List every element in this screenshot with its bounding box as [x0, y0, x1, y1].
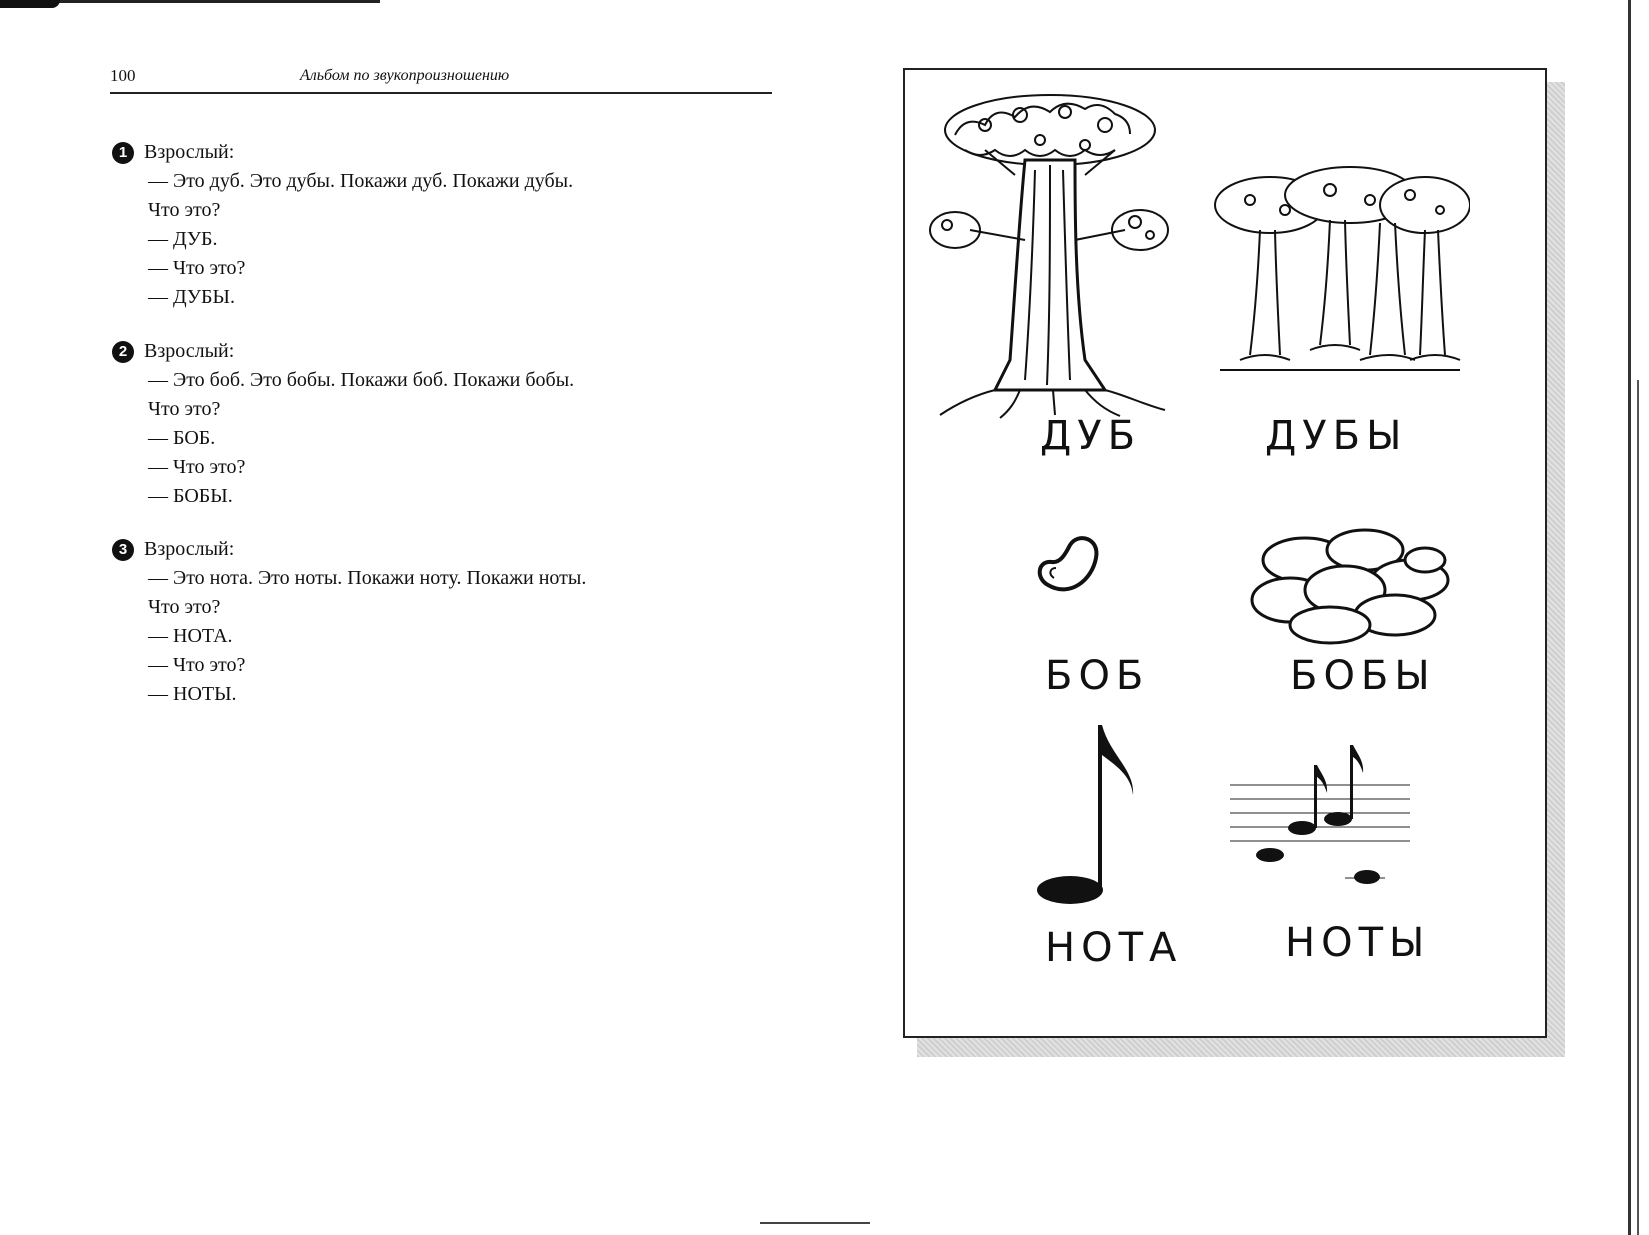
oak-grove-image [1210, 165, 1470, 375]
dialog-line: — ДУБ. [148, 228, 218, 250]
exercise-2 [112, 337, 752, 511]
exercise-1 [112, 138, 752, 312]
book-spine-edge [1628, 0, 1631, 1235]
label-bob: БОБ [1045, 653, 1150, 699]
exercise-heading [112, 138, 752, 167]
oak-tree-image [925, 90, 1175, 420]
scan-edge-mark [0, 0, 60, 8]
page-number: 100 [110, 66, 136, 85]
speaker-label: Взрослый: [144, 340, 235, 362]
exercise-heading [112, 535, 752, 564]
book-title: Альбом по звукопроизношению [300, 67, 510, 84]
label-dub: ДУБ [1040, 413, 1142, 459]
dialog-line: — БОБ. [148, 427, 216, 449]
scan-bottom-mark [760, 1222, 870, 1224]
picture-card [903, 68, 1547, 1038]
exercise-3 [112, 535, 752, 709]
label-noty: НОТЫ [1285, 920, 1431, 966]
label-boby: БОБЫ [1290, 653, 1436, 699]
dialog-line: — НОТА. [148, 625, 233, 647]
exercise-number-badge: 2 [112, 341, 134, 363]
label-nota: НОТА [1045, 925, 1183, 971]
beans-pile-image [1245, 520, 1455, 650]
book-spine-edge-inner [1637, 380, 1639, 1235]
page-header [110, 66, 772, 94]
label-duby: ДУБЫ [1265, 413, 1408, 459]
dialog-line: — Это нота. Это ноты. Покажи ноту. Покажи ноты. [148, 567, 587, 589]
dialog-line: — Что это? [148, 257, 246, 279]
bean-image [1030, 530, 1110, 610]
dialog-line: — Что это? [148, 654, 246, 676]
dialog-line: Что это? [148, 398, 221, 420]
speaker-label: Взрослый: [144, 141, 235, 163]
music-staff-image [1230, 735, 1415, 885]
exercise-heading [112, 337, 752, 366]
dialog-line: — НОТЫ. [148, 683, 237, 705]
dialog-line: — Это боб. Это бобы. Покажи боб. Покажи бобы. [148, 369, 575, 391]
dialog-line: — Что это? [148, 456, 246, 478]
dialog-line: — Это дуб. Это дубы. Покажи дуб. Покажи дубы. [148, 170, 574, 192]
dialog-line: Что это? [148, 199, 221, 221]
speaker-label: Взрослый: [144, 538, 235, 560]
exercise-number-badge: 1 [112, 142, 134, 164]
dialog-line: — ДУБЫ. [148, 286, 235, 308]
eighth-note-image [1025, 715, 1145, 925]
exercise-number-badge: 3 [112, 539, 134, 561]
dialog-line: — БОБЫ. [148, 485, 233, 507]
dialog-line: Что это? [148, 596, 221, 618]
